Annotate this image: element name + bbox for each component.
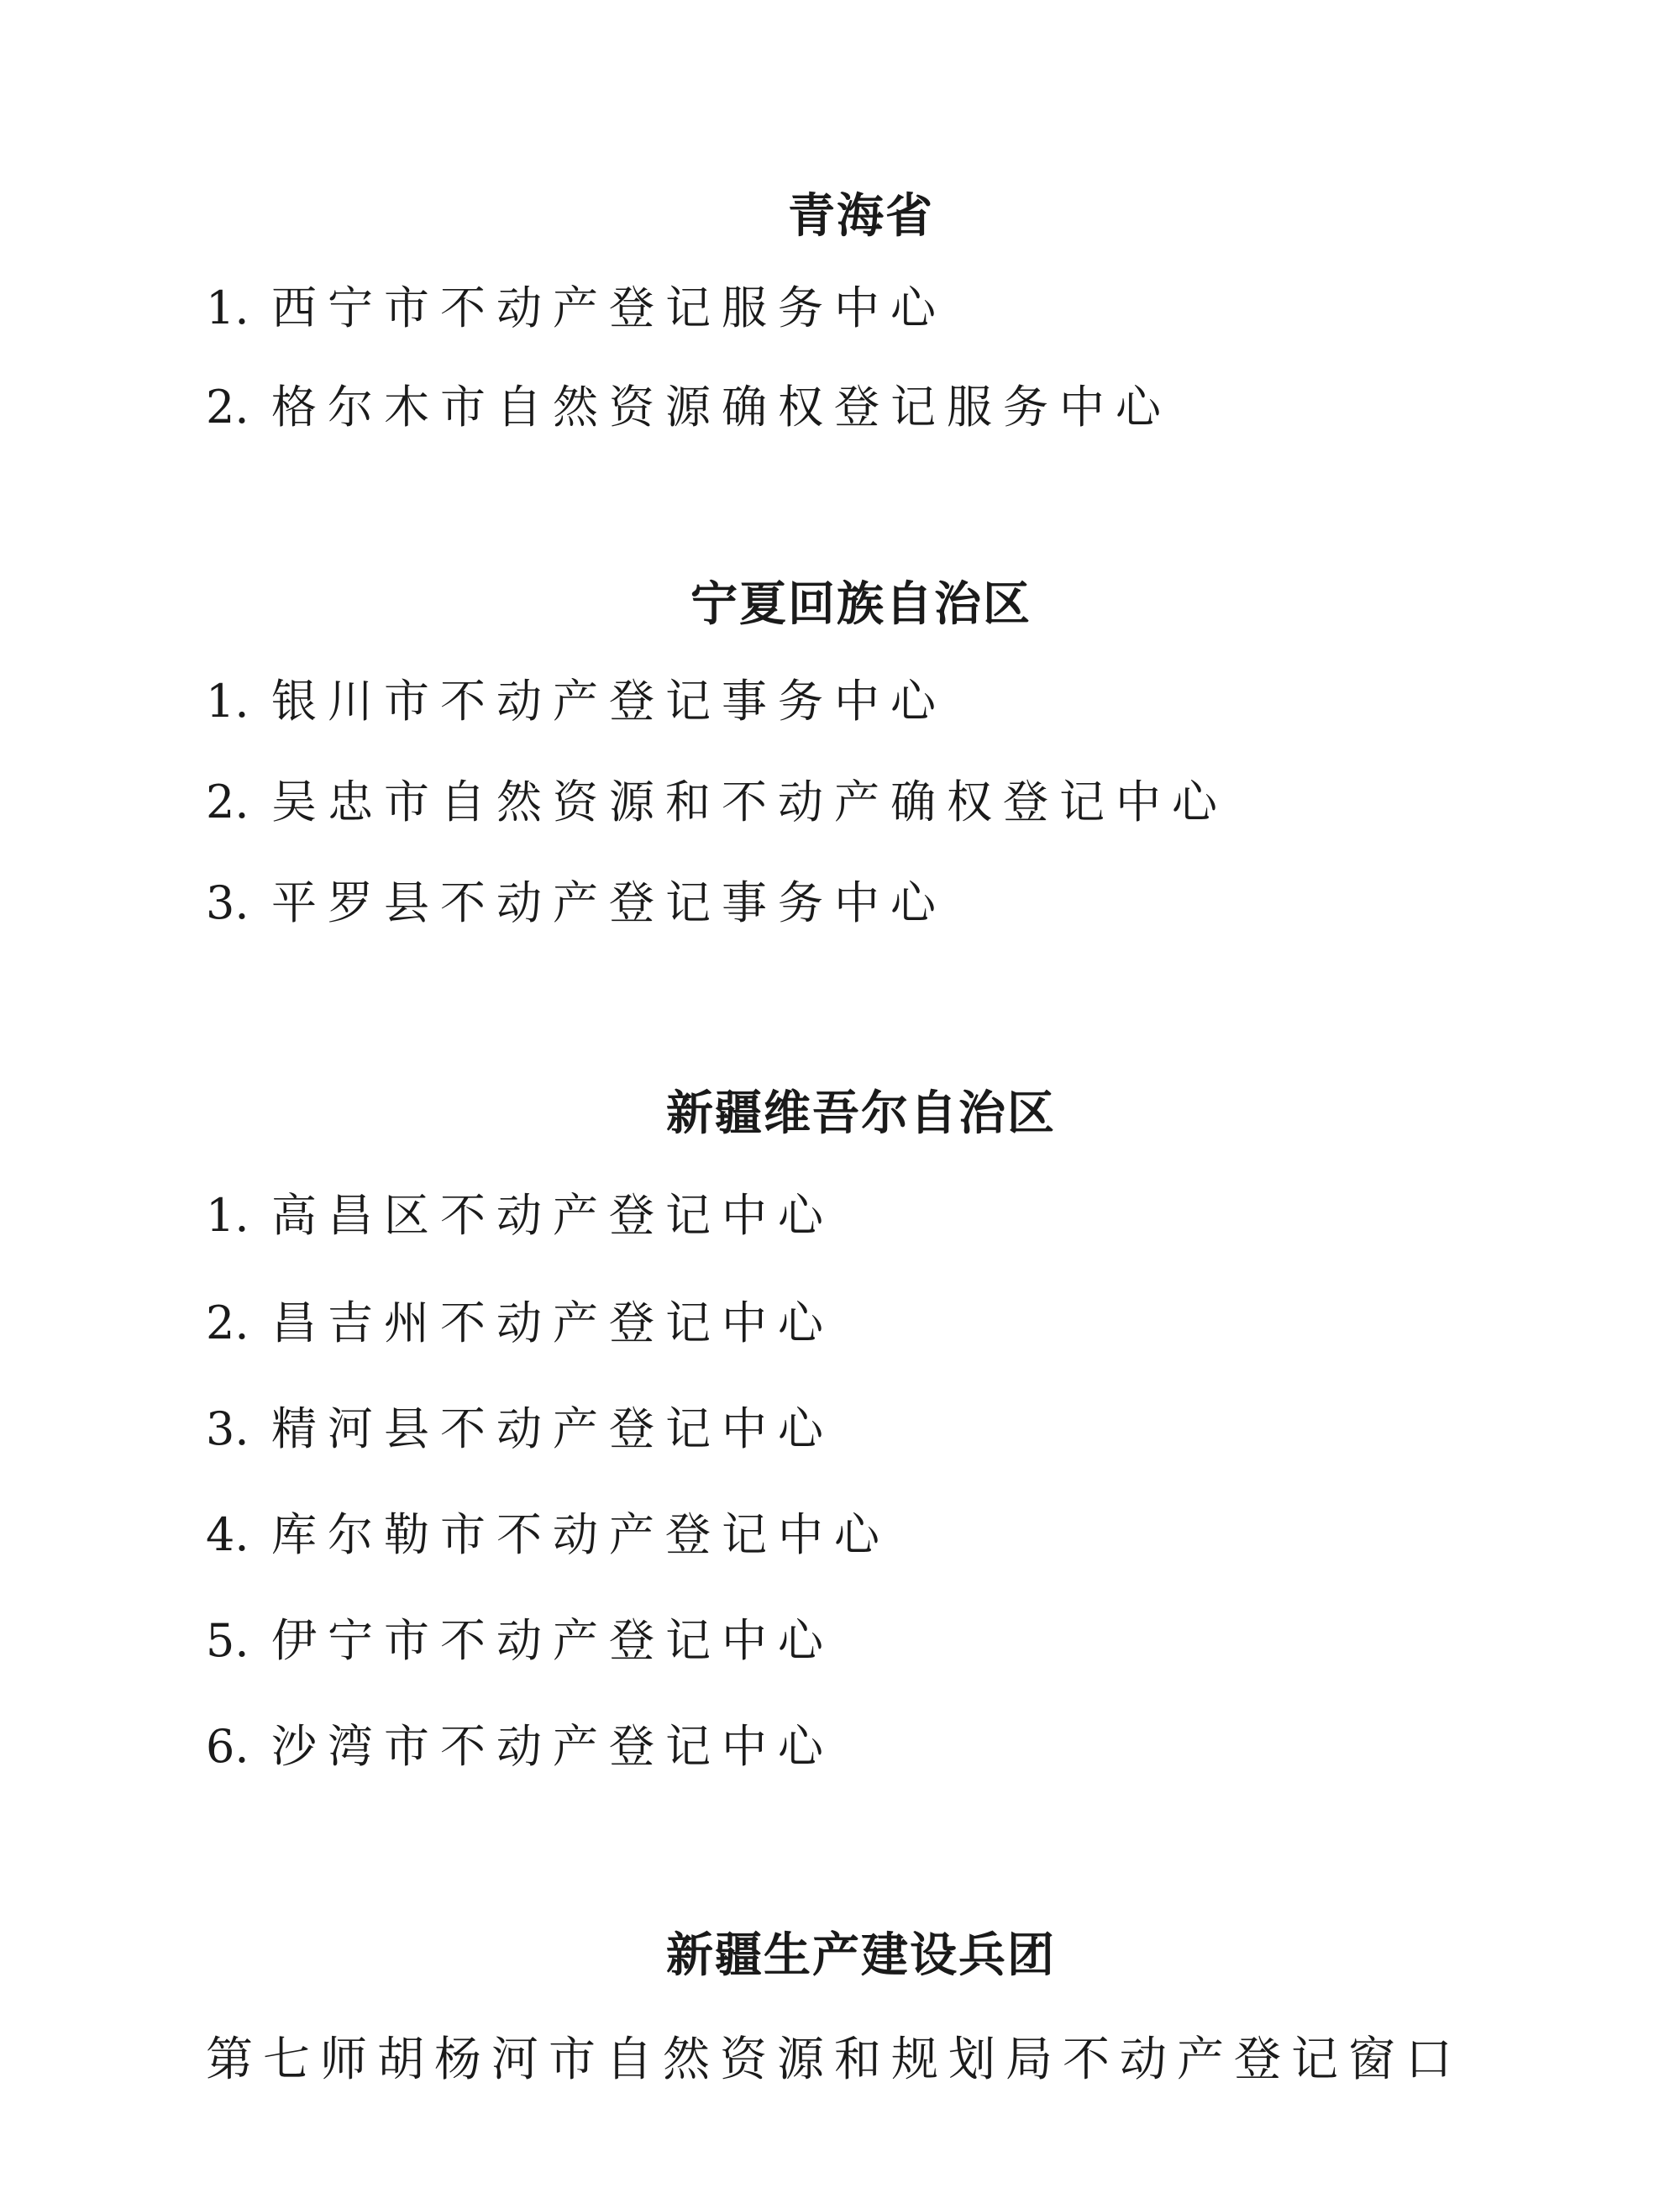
item-number: 5. bbox=[206, 1614, 249, 1667]
item-text: 伊宁市不动产登记中心 bbox=[271, 1614, 834, 1667]
item-number: 1. bbox=[206, 1189, 249, 1242]
item-text: 沙湾市不动产登记中心 bbox=[271, 1720, 834, 1773]
list-item bbox=[206, 1720, 834, 1773]
list-item bbox=[206, 1508, 890, 1561]
list-item bbox=[206, 381, 1172, 434]
item-number: 2. bbox=[206, 381, 249, 434]
item-number: 3. bbox=[206, 876, 249, 929]
list-item bbox=[206, 1402, 834, 1455]
item-text: 高昌区不动产登记中心 bbox=[271, 1189, 834, 1242]
item-text: 昌吉州不动产登记中心 bbox=[271, 1296, 834, 1349]
list-item bbox=[206, 776, 1228, 828]
item-number: 1. bbox=[206, 675, 249, 728]
list-item bbox=[206, 1614, 834, 1667]
list-item bbox=[206, 675, 947, 728]
section-title-bingtuan: 新疆生产建设兵团 bbox=[666, 1928, 1056, 1983]
list-item bbox=[206, 1189, 834, 1242]
item-number: 2. bbox=[206, 1296, 249, 1349]
item-number: 2. bbox=[206, 776, 249, 828]
section-title-xinjiang: 新疆维吾尔自治区 bbox=[666, 1086, 1056, 1141]
item-text: 精河县不动产登记中心 bbox=[271, 1402, 834, 1455]
item-text: 银川市不动产登记事务中心 bbox=[271, 675, 947, 728]
section-title-qinghai: 青海省 bbox=[788, 189, 934, 244]
item-number: 1. bbox=[206, 281, 249, 334]
bingtuan-office: 第七师胡杨河市自然资源和规划局不动产登记窗口 bbox=[206, 2033, 1462, 2087]
list-item bbox=[206, 281, 947, 334]
list-item bbox=[206, 1296, 834, 1349]
item-text: 平罗县不动产登记事务中心 bbox=[271, 876, 947, 929]
item-text: 吴忠市自然资源和不动产确权登记中心 bbox=[271, 776, 1228, 828]
list-item bbox=[206, 876, 947, 929]
item-number: 3. bbox=[206, 1402, 249, 1455]
item-number: 6. bbox=[206, 1720, 249, 1773]
item-text: 格尔木市自然资源确权登记服务中心 bbox=[271, 381, 1172, 434]
item-number: 4. bbox=[206, 1508, 249, 1561]
section-title-ningxia: 宁夏回族自治区 bbox=[690, 577, 1032, 632]
item-text: 西宁市不动产登记服务中心 bbox=[271, 281, 947, 334]
item-text: 库尔勒市不动产登记中心 bbox=[271, 1508, 890, 1561]
